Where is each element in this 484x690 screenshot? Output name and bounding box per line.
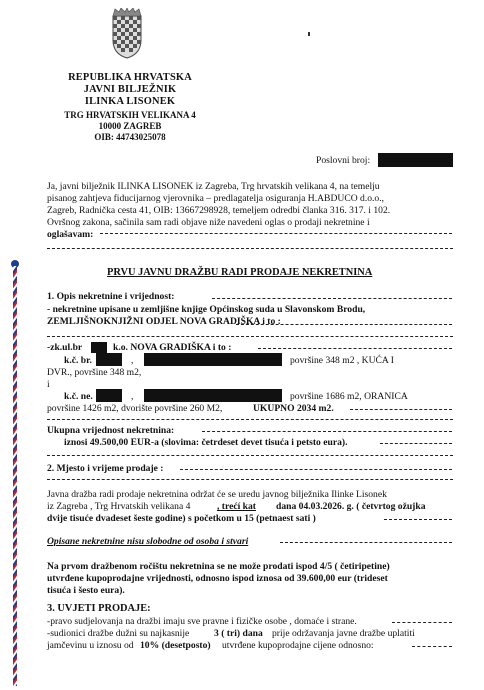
comma: ,	[131, 355, 134, 366]
dash-rule	[47, 455, 453, 456]
redaction-block	[96, 389, 122, 402]
dash-rule	[212, 298, 452, 299]
kc1-rest: površine 348 m2 , KUĆA I	[290, 355, 394, 366]
dash-rule	[350, 409, 452, 410]
binding-cord-icon	[4, 256, 24, 690]
value-label: Ukupna vrijednost nekretnina:	[47, 425, 175, 436]
section2-date: dana 04.03.2026. g. ( četvrtog ožujka	[276, 501, 426, 512]
section2-line: Javna dražba radi prodaje nekretnina održat će se uredu javnog bilježnika Ilinke Lisonek	[47, 489, 387, 500]
kc2-rest: površine 1686 m2, ORANICA	[290, 391, 408, 402]
dash-rule	[100, 233, 452, 234]
section3-title: 3. UVJETI PRODAJE:	[47, 603, 151, 614]
kc2-line2: površine 1426 m2, dvorište površine 260 M2,	[47, 403, 223, 414]
and-conjunction: i	[47, 379, 50, 390]
value-text: iznosi 49.500,00 EUR-a (slovima: četrdeset devet tisuća i petsto eura).	[64, 437, 348, 448]
header-oib: OIB: 44743025078	[94, 132, 166, 142]
minprice-line: utvrđene kupoprodajne vrijednosti, odnosno ispod iznosa od 39.600,00 eur (trideset	[47, 573, 388, 584]
section3-deposit-amount: jamčevinu u iznosu od	[47, 640, 134, 651]
section3-deposit-tail: prije održavanja javne dražbe uplatiti	[272, 628, 415, 639]
zk-prefix: -zk.ul.br	[47, 342, 83, 353]
redaction-block	[96, 353, 122, 366]
intro-line: Ovršnog zakona, sačinila sam radi objave niže navedeni oglas o prodaji nekretnine i	[47, 217, 370, 228]
section2-line-address: iz Zagreba , Trg Hrvatskih velikana 4	[47, 501, 191, 512]
kc1-prefix: k.č. br.	[64, 355, 92, 366]
header-notary-name: ILINKA LISONEK	[84, 96, 176, 107]
dash-rule	[258, 348, 452, 349]
dash-rule	[384, 519, 452, 520]
dash-rule	[412, 646, 452, 647]
section2-title: 2. Mjesto i vrijeme prodaje :	[47, 463, 164, 474]
header-title-republic: REPUBLIKA HRVATSKA	[68, 72, 192, 83]
dash-rule	[392, 622, 452, 623]
dash-rule	[202, 431, 452, 432]
section2-time: dvije tisuće dvadeset šeste godine) s početkom u 15 (petnaest sati )	[47, 513, 316, 524]
minprice-line: Na prvom dražbenom ročištu nekretnina se ne može prodati ispod 4/5 ( četiripetine)	[47, 561, 390, 572]
section1-line: - nekretnine upisane u zemljišne knjige Općinskog suda u Slavonskom Brodu,	[47, 304, 366, 315]
section1-title: 1. Opis nekretnine i vrijednost:	[47, 291, 175, 302]
dash-rule	[380, 443, 452, 444]
zk-text: k.o. NOVA GRADIŠKA i to :	[113, 342, 232, 353]
kc2-prefix: k.č. ne.	[64, 391, 93, 402]
redaction-block	[144, 389, 282, 402]
kc1-line2: DVR., površine 348 m2,	[47, 367, 142, 378]
croatian-coat-of-arms-icon	[110, 8, 144, 60]
dash-rule	[280, 542, 452, 543]
header-city: 10000 ZAGREB	[98, 121, 162, 131]
dash-rule	[47, 248, 453, 249]
section3-line: -pravo sudjelovanja na dražbi imaju sve pravne i fizičke osobe , domaće i strane.	[47, 616, 357, 627]
minprice-line: tisuća i šesto eura).	[47, 585, 125, 596]
occupancy-notice: Opisane nekretnine nisu slobodne od osoba i stvari	[47, 536, 249, 547]
ink-mark	[308, 32, 310, 36]
intro-line: pisanog zahtjeva fiducijarnog vjerovnika – predlagatelja osiguranja H.ABDUCO d.o.o.,	[47, 193, 385, 204]
reference-label: Poslovni broj:	[316, 155, 371, 166]
redaction-block	[91, 342, 107, 353]
dash-rule	[180, 469, 452, 470]
kc2-total: UKUPNO 2034 m2.	[253, 403, 334, 414]
intro-line: Zagreb, Radnička cesta 41, OIB: 13667298928, temeljem odredbi članka 316. 317. i 102.	[47, 205, 391, 216]
redaction-block	[144, 353, 282, 366]
section3-percent: 10% (desetposto)	[140, 640, 211, 651]
intro-line-proclaim: oglašavam:	[47, 229, 94, 240]
comma: ,	[131, 391, 134, 402]
dash-rule	[47, 419, 453, 420]
section3-price-tail: utvrđene kupoprodajne cijene odnosno:	[222, 640, 374, 651]
section3-deposit-deadline: -sudionici dražbe dužni su najkasnije	[47, 628, 190, 639]
page-heading: PRVU JAVNU DRAŽBU RADI PRODAJE NEKRETNINA	[107, 267, 373, 278]
dash-rule	[47, 479, 453, 480]
dash-rule	[236, 324, 452, 325]
section2-floor: , trećí kat	[217, 501, 256, 512]
header-address: TRG HRVATSKIH VELIKANA 4	[64, 110, 196, 120]
redaction-block	[378, 153, 453, 167]
dash-rule	[47, 336, 453, 337]
section1-line: ZEMLJIŠNOKNJIŽNI ODJEL NOVA GRADIŠKA i to :	[47, 316, 281, 327]
intro-line: Ja, javni bilježnik ILINKA LISONEK iz Zagreba, Trg hrvatskih velikana 4, na temelju	[47, 181, 380, 192]
section3-days: 3 ( tri) dana	[214, 628, 263, 639]
header-title-notary: JAVNI BILJEŽNIK	[83, 84, 177, 95]
